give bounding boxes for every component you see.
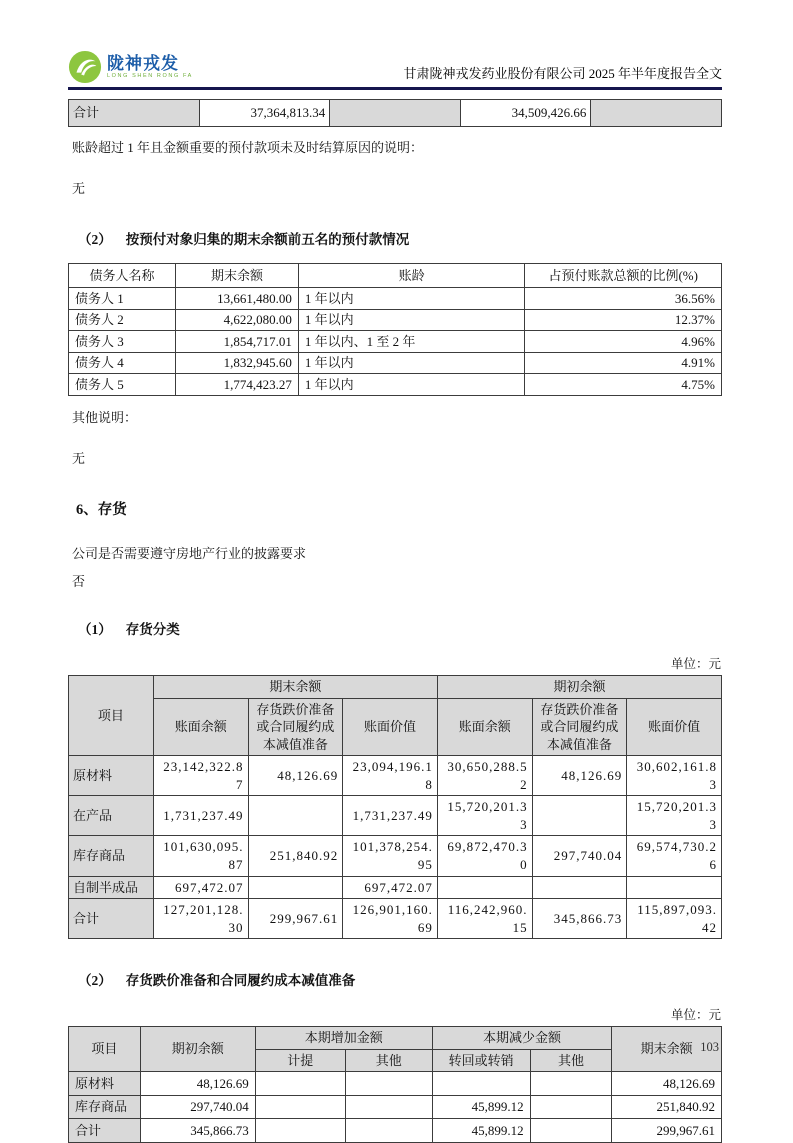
cell: 45,899.12 [432, 1119, 530, 1143]
inventory-section-heading: 6、存货 [76, 502, 127, 519]
cell: 127,201,128.30 [153, 899, 248, 939]
provision-section-heading [68, 969, 722, 989]
cell [532, 876, 627, 899]
table-row [69, 374, 722, 396]
col-header-book-balance: 账面余额 [153, 698, 248, 756]
table-row [69, 1095, 722, 1119]
col-header-book-balance: 账面余额 [437, 698, 532, 756]
cell: 48,126.69 [612, 1072, 722, 1096]
cell: 债务人 2 [69, 309, 176, 331]
header-divider [68, 87, 722, 90]
page-number: 103 [700, 1040, 719, 1054]
heading-text: 存货分类 [125, 622, 180, 638]
table-row [69, 1119, 722, 1143]
row-label-cell: 合计 [69, 1119, 141, 1143]
cell: 1 年以内 [298, 309, 525, 331]
cell: 4,622,080.00 [176, 309, 299, 331]
report-title: 甘肃陇神戎发药业股份有限公司 2025 年半年度报告全文 [403, 66, 722, 81]
heading-text: 存货跌价准备和合同履约成本减值准备 [125, 973, 356, 989]
col-header-reversal: 转回或转销 [432, 1049, 530, 1072]
cell: 1,832,945.60 [176, 352, 299, 374]
cell: 23,094,196.18 [343, 756, 438, 796]
cell: 1,731,237.49 [153, 796, 248, 836]
total-label-cell: 合计 [69, 100, 200, 127]
cell: 债务人 5 [69, 374, 176, 396]
cell: 1 年以内 [298, 352, 525, 374]
cell: 299,967.61 [612, 1119, 722, 1143]
other-note-value: 无 [72, 451, 86, 467]
row-label-cell: 原材料 [69, 1072, 141, 1096]
cell: 297,740.04 [532, 836, 627, 876]
col-header-accrual: 计提 [255, 1049, 345, 1072]
table-header-row [69, 1027, 722, 1050]
cell: 48,126.69 [140, 1072, 255, 1096]
table-row [69, 1072, 722, 1096]
cell: 4.91% [525, 352, 722, 374]
cell: 69,574,730.26 [627, 836, 722, 876]
col-header-debtor: 债务人名称 [69, 263, 176, 288]
cell: 4.96% [525, 331, 722, 353]
realestate-question: 公司是否需要遵守房地产行业的披露要求 [72, 546, 307, 562]
cell [530, 1072, 612, 1096]
col-header-ratio: 占预付账款总额的比例(%) [525, 263, 722, 288]
cell [255, 1095, 345, 1119]
cell [530, 1119, 612, 1143]
col-group-decrease: 本期减少金额 [432, 1027, 612, 1050]
table-row [69, 756, 722, 796]
cell: 1 年以内 [298, 288, 525, 310]
table-row [69, 899, 722, 939]
col-header-item: 项目 [69, 676, 154, 756]
table-row [69, 352, 722, 374]
cell [530, 1095, 612, 1119]
col-header-end-balance: 期末余额 [612, 1027, 722, 1072]
cell: 116,242,960.15 [437, 899, 532, 939]
col-header-provision: 存货跌价准备或合同履约成本减值准备 [532, 698, 627, 756]
inventory-classification-table [68, 675, 722, 939]
col-header-other-decrease: 其他 [530, 1049, 612, 1072]
heading-text: 按预付对象归集的期末余额前五名的预付款情况 [125, 231, 410, 247]
cell: 债务人 3 [69, 331, 176, 353]
cell [248, 876, 343, 899]
cell: 299,967.61 [248, 899, 343, 939]
cell: 13,661,480.00 [176, 288, 299, 310]
table-row [69, 331, 722, 353]
cell: 297,740.04 [140, 1095, 255, 1119]
empty-cell [330, 100, 461, 127]
other-note-label: 其他说明： [72, 409, 138, 425]
table-row [69, 796, 722, 836]
cell: 126,901,160.69 [343, 899, 438, 939]
inventory-provision-table [68, 1026, 722, 1143]
unit-label: 单位：元 [670, 1008, 721, 1023]
col-header-item: 项目 [69, 1027, 141, 1072]
row-label-cell: 自制半成品 [69, 876, 154, 899]
cell [437, 876, 532, 899]
cell: 697,472.07 [153, 876, 248, 899]
cell [345, 1119, 432, 1143]
realestate-answer: 否 [72, 573, 86, 589]
cell: 45,899.12 [432, 1095, 530, 1119]
cell: 4.75% [525, 374, 722, 396]
row-label-cell: 合计 [69, 899, 154, 939]
col-header-end-balance: 期末余额 [176, 263, 299, 288]
logo-wordmark-cn: 陇神戎发 [107, 53, 179, 73]
prepayment-total-row-table [68, 99, 722, 127]
cell: 30,602,161.83 [627, 756, 722, 796]
cell: 251,840.92 [612, 1095, 722, 1119]
table-row [69, 288, 722, 310]
row-label-cell: 库存商品 [69, 836, 154, 876]
col-header-provision: 存货跌价准备或合同履约成本减值准备 [248, 698, 343, 756]
cell: 36.56% [525, 288, 722, 310]
total-end-amount-cell: 37,364,813.34 [199, 100, 330, 127]
col-header-aging: 账龄 [298, 263, 525, 288]
cell: 345,866.73 [532, 899, 627, 939]
col-group-end-balance: 期末余额 [153, 676, 437, 699]
col-header-begin-balance: 期初余额 [140, 1027, 255, 1072]
classify-section-heading [68, 618, 722, 638]
cell: 69,872,470.30 [437, 836, 532, 876]
table-row [69, 836, 722, 876]
row-label-cell: 原材料 [69, 756, 154, 796]
cell: 15,720,201.33 [437, 796, 532, 836]
prepay-section-heading [68, 228, 722, 248]
cell [255, 1119, 345, 1143]
cell: 23,142,322.87 [153, 756, 248, 796]
cell [248, 796, 343, 836]
table-row [69, 876, 722, 899]
cell: 115,897,093.42 [627, 899, 722, 939]
row-label-cell: 库存商品 [69, 1095, 141, 1119]
cell: 12.37% [525, 309, 722, 331]
cell [627, 876, 722, 899]
cell: 1,731,237.49 [343, 796, 438, 836]
col-header-other-increase: 其他 [345, 1049, 432, 1072]
row-label-cell: 在产品 [69, 796, 154, 836]
empty-cell [591, 100, 722, 127]
cell: 1,774,423.27 [176, 374, 299, 396]
cell: 1 年以内、1 至 2 年 [298, 331, 525, 353]
cell: 101,630,095.87 [153, 836, 248, 876]
cell [345, 1095, 432, 1119]
table-header-row [69, 676, 722, 699]
cell: 30,650,288.52 [437, 756, 532, 796]
logo-wordmark-en: LONG SHEN RONG FA [107, 73, 193, 80]
total-begin-amount-cell: 34,509,426.66 [460, 100, 591, 127]
cell: 债务人 1 [69, 288, 176, 310]
aging-note-label: 账龄超过 1 年且金额重要的预付款项未及时结算原因的说明： [72, 139, 424, 155]
cell: 48,126.69 [532, 756, 627, 796]
page-header [68, 46, 722, 84]
cell [432, 1072, 530, 1096]
table-subheader-row [69, 698, 722, 756]
cell: 48,126.69 [248, 756, 343, 796]
heading-number: （1） [78, 622, 112, 638]
company-logo-icon [68, 50, 102, 84]
heading-number: （2） [78, 973, 112, 989]
cell: 345,866.73 [140, 1119, 255, 1143]
company-logo [68, 50, 193, 84]
cell [532, 796, 627, 836]
heading-number: （2） [78, 231, 112, 247]
col-group-increase: 本期增加金额 [255, 1027, 432, 1050]
cell [345, 1072, 432, 1096]
table-row [69, 309, 722, 331]
table-row [69, 100, 722, 127]
cell: 697,472.07 [343, 876, 438, 899]
table-header-row [69, 263, 722, 288]
cell: 251,840.92 [248, 836, 343, 876]
cell: 债务人 4 [69, 352, 176, 374]
cell: 101,378,254.95 [343, 836, 438, 876]
unit-label: 单位：元 [670, 657, 721, 672]
col-header-book-value: 账面价值 [627, 698, 722, 756]
col-header-book-value: 账面价值 [343, 698, 438, 756]
cell: 1 年以内 [298, 374, 525, 396]
cell: 1,854,717.01 [176, 331, 299, 353]
cell: 15,720,201.33 [627, 796, 722, 836]
aging-note-value: 无 [72, 181, 86, 197]
col-group-begin-balance: 期初余额 [437, 676, 721, 699]
cell [255, 1072, 345, 1096]
prepayment-top5-table [68, 263, 722, 396]
